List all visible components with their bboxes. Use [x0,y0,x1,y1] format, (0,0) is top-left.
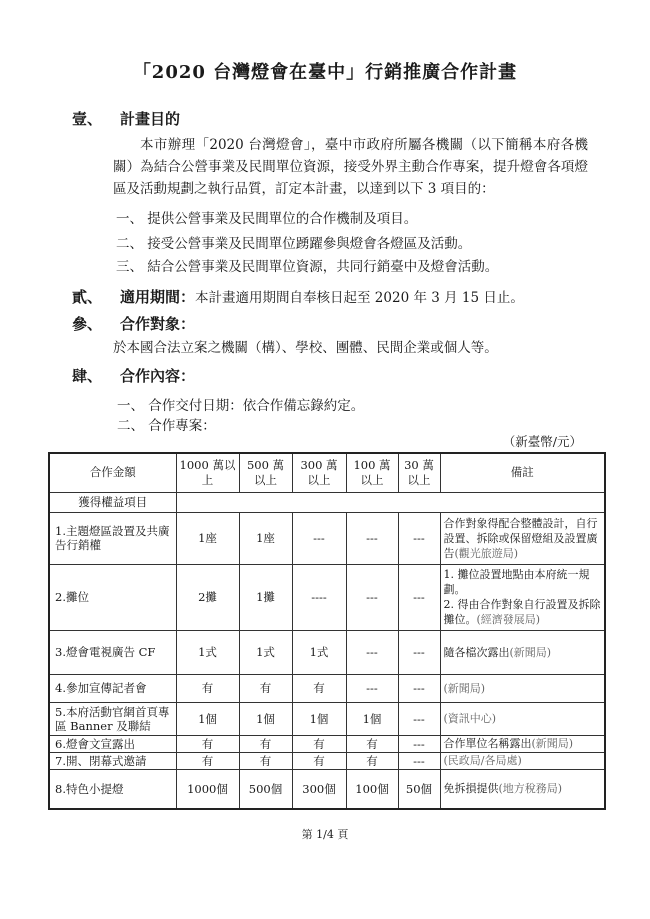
row-remark [440,769,605,809]
cell-tier-30: --- [398,674,440,702]
cell-tier-500: 500個 [239,769,292,809]
header-tier-500: 500 萬以上 [239,453,292,492]
purpose-item-2: 二、 接受公營事業及民間單位踴躍參與燈會各燈區及活動。 [116,236,472,252]
remark-department: (觀光旅遊局) [454,546,519,560]
cell-tier-100: 100個 [346,769,398,809]
header-tier-100: 100 萬以上 [346,453,398,492]
table-row [49,512,605,564]
remark-text: 免拆損提供 [443,782,499,796]
row-remark [440,735,605,752]
section-3-number: 參、 [72,315,103,333]
cell-tier-300: 有 [292,752,346,769]
remark-text: 合作單位名稱露出 [443,737,532,750]
row-label: 3.燈會電視廣告 CF [49,630,176,674]
cell-tier-300: 有 [292,735,346,752]
table-row [49,564,605,630]
section-3-heading [72,313,195,334]
cell-tier-300: 1式 [292,630,346,674]
cell-tier-1000: 有 [176,735,239,752]
row-label: 5.本府活動官網首頁專區 Banner 及聯結 [49,702,176,735]
section-3-text: 於本國合法立案之機關（構）、學校、團體、民間企業或個人等。 [113,340,498,356]
section-1-paragraph: 本市辦理「2020 台灣燈會」，臺中市政府所屬各機關（以下簡稱本府各機關）為結合公營事業及民間單位資源，接受外界主動合作專案，提升燈會各項燈區及活動規劃之執行品質，訂定本計畫，以達到以下 3 項目的： [113,137,588,197]
page-number: 第 1/4 頁 [301,828,349,841]
section-3-title: 合作對象： [120,315,196,333]
table-row [49,735,605,752]
remark-department: (新聞局) [531,737,574,750]
cell-tier-100: --- [346,512,398,564]
cell-tier-30: 50個 [398,769,440,809]
cell-tier-1000: 2攤 [176,564,239,630]
section-1-title: 計畫目的 [120,110,181,128]
cell-tier-1000: 1000個 [176,769,239,809]
table-header-row [49,453,605,492]
table-row [49,630,605,674]
remark-department: (新聞局) [509,645,552,659]
cell-tier-30: --- [398,735,440,752]
table-row [49,674,605,702]
cell-tier-100: 1個 [346,702,398,735]
cell-tier-1000: 有 [176,674,239,702]
cell-tier-300: 1個 [292,702,346,735]
cell-tier-300: 有 [292,674,346,702]
remark-department: (民政局/各局處) [443,754,522,767]
remark-department: (新聞局) [443,681,486,695]
section-1-heading [72,108,180,129]
header-tier-1000: 1000 萬以上 [176,453,239,492]
row-remark [440,702,605,735]
cell-tier-500: 1座 [239,512,292,564]
header-amount: 合作金額 [49,453,176,492]
section-4-number: 肆、 [72,367,103,385]
header-remark: 備註 [440,453,605,492]
section-2-heading [72,286,524,307]
remark-text: 合作對象得配合整體設計，自行設置、拆除或保留燈組及設置廣告 [443,516,598,560]
cell-tier-500: 1式 [239,630,292,674]
cell-tier-500: 有 [239,674,292,702]
remark-department: (資訊中心) [443,712,497,725]
cell-tier-500: 1個 [239,702,292,735]
table-row [49,752,605,769]
cell-tier-500: 有 [239,752,292,769]
remark-list-item: 1. 攤位設置地點由本府統一規劃。 [443,568,590,596]
cell-tier-100: 有 [346,752,398,769]
subheader-label: 獲得權益項目 [49,492,176,512]
section-2-number: 貳、 [72,288,103,306]
header-tier-30: 30 萬以上 [398,453,440,492]
cell-tier-30: --- [398,752,440,769]
section-2-text: 本計畫適用期間自奉核日起至 2020 年 3 月 15 日止。 [195,290,524,306]
section-4-heading [72,365,195,386]
content-item-1: 一、 合作交付日期：依合作備忘錄約定。 [117,398,365,414]
row-label: 7.開、閉幕式邀請 [49,752,176,769]
row-label: 6.燈會文宣露出 [49,735,176,752]
section-1-number: 壹、 [72,110,103,128]
table-row [49,702,605,735]
table-subheader-row [49,492,605,512]
purpose-item-3: 三、 結合公營事業及民間單位資源，共同行銷臺中及燈會活動。 [116,259,499,275]
cell-tier-1000: 1個 [176,702,239,735]
remark-department: (地方稅務局) [498,782,563,796]
row-remark [440,564,605,630]
row-label: 8.特色小提燈 [49,769,176,809]
cell-tier-1000: 1式 [176,630,239,674]
remark-text: 隨各檔次露出 [443,645,510,659]
cell-tier-1000: 1座 [176,512,239,564]
cell-tier-500: 有 [239,735,292,752]
cell-tier-100: --- [346,630,398,674]
cell-tier-30: --- [398,564,440,630]
table-row [49,769,605,809]
currency-unit: （新臺幣/元） [502,434,582,449]
cell-tier-100: --- [346,564,398,630]
section-4-title: 合作內容： [120,367,196,385]
content-item-2: 二、 合作專案： [117,418,216,434]
header-tier-300: 300 萬以上 [292,453,346,492]
row-label: 1.主題燈區設置及共廣告行銷權 [49,512,176,564]
cell-tier-30: --- [398,630,440,674]
cell-tier-100: --- [346,674,398,702]
row-label: 4.參加宣傳記者會 [49,674,176,702]
cell-tier-300: ---- [292,564,346,630]
cell-tier-30: --- [398,512,440,564]
cell-tier-500: 1攤 [239,564,292,630]
remark-list-item-with-dept [444,597,602,627]
cell-tier-300: 300個 [292,769,346,809]
row-remark [440,674,605,702]
row-label: 2.攤位 [49,564,176,630]
cell-tier-100: 有 [346,735,398,752]
cell-tier-30: --- [398,702,440,735]
row-remark [440,630,605,674]
cell-tier-1000: 有 [176,752,239,769]
row-remark [440,512,605,564]
cell-tier-300: --- [292,512,346,564]
row-remark [440,752,605,769]
purpose-item-1: 一、 提供公營事業及民間單位的合作機制及項目。 [116,211,418,227]
section-2-title: 適用期間： [120,288,196,306]
page-title: 「2020 台灣燈會在臺中」行銷推廣合作計畫 [132,62,518,83]
remark-list-text: 2. 得由合作對象自行設置及拆除攤位。 [443,598,601,626]
cooperation-table [48,452,606,810]
remark-department: (經濟發展局) [476,613,541,626]
